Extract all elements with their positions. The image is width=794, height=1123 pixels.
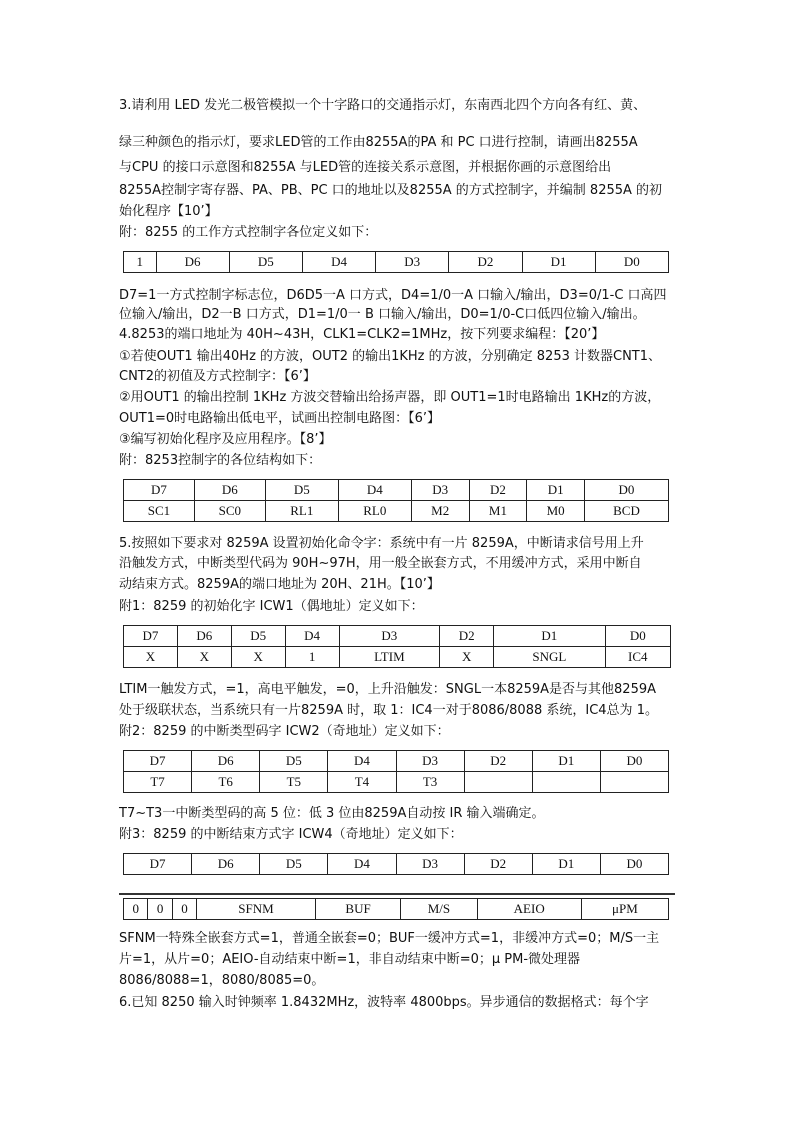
table-cell [464, 772, 532, 793]
text-line: 沿触发方式，中断类型代码为 90H~97H，用一般全嵌套方式，不用缓冲方式，采用中断自 [119, 556, 642, 571]
table-cell: D3 [376, 252, 449, 273]
table-cell: 0 [124, 899, 148, 920]
table-cell: D6 [156, 252, 229, 273]
text-line: 附2：8259 的中断类型码字 ICW2（奇地址）定义如下： [119, 724, 450, 739]
table-cell: X [177, 647, 231, 668]
table-cell: T3 [396, 772, 464, 793]
table-cell: M0 [527, 501, 585, 522]
table-cell: D0 [585, 480, 669, 501]
table-cell: D1 [532, 854, 600, 875]
table-cell: D1 [522, 252, 595, 273]
text-line: ①若使OUT1 输出40Hz 的方波，OUT2 的输出1KHz 的方波，分别确定 8253 计数器CNT1、 [119, 349, 662, 364]
table-cell: SFNM [197, 899, 316, 920]
table-cell: D0 [600, 854, 668, 875]
table-cell: D7 [124, 854, 192, 875]
text-line: T7~T3一中断类型码的高 5 位：低 3 位由8259A自动按 IR 输入端确定。 [119, 806, 545, 821]
table-cell: D4 [328, 854, 396, 875]
table-cell: 0 [148, 899, 172, 920]
text-line: 片=1，从片=0；AEIO-自动结束中断=1，非自动结束中断=0；μ PM-微处理器 [119, 952, 581, 967]
table-cell: D4 [338, 480, 411, 501]
table-icw4-values [123, 898, 669, 920]
table-cell: D4 [285, 626, 339, 647]
table-8253-control-word [123, 479, 669, 522]
table-cell: AEIO [477, 899, 581, 920]
text-line: 4.8253的端口地址为 40H~43H，CLK1=CLK2=1MHz，按下列要求编程：【20’】 [119, 327, 605, 342]
text-line: 5.按照如下要求对 8259A 设置初始化命令字：系统中有一片 8259A，中断请求信号用上升 [119, 536, 644, 551]
text-line: 绿三种颜色的指示灯，要求LED管的工作由8255A的PA 和 PC 口进行控制，请画出8255A [119, 135, 638, 150]
table-cell: M/S [401, 899, 477, 920]
table-cell: 1 [124, 252, 157, 273]
table-icw2 [123, 750, 669, 793]
table-cell: M1 [469, 501, 527, 522]
table-cell: SNGL [494, 647, 605, 668]
table-cell: T5 [260, 772, 328, 793]
text-line: 8086/8088=1，8080/8085=0。 [119, 973, 325, 988]
table-cell: SC0 [194, 501, 265, 522]
table-icw1 [123, 625, 671, 668]
table-cell: BCD [585, 501, 669, 522]
text-line: SFNM一特殊全嵌套方式=1，普通全嵌套=0；BUF一缓冲方式=1，非缓冲方式=0；M/S一主 [119, 931, 660, 946]
text-line: LTIM一触发方式，=1，高电平触发，=0，上升沿触发：SNGL一本8259A是否与其他8259A [119, 682, 657, 697]
table-cell: T6 [192, 772, 260, 793]
table-cell: D2 [464, 751, 532, 772]
table-cell: D1 [494, 626, 605, 647]
table-cell [532, 772, 600, 793]
table-cell: X [231, 647, 285, 668]
table-cell: BUF [315, 899, 401, 920]
table-cell: D2 [469, 480, 527, 501]
table-icw4-header [123, 853, 669, 875]
table-cell: D6 [192, 751, 260, 772]
table-cell: D2 [440, 626, 494, 647]
table-cell: D2 [449, 252, 522, 273]
table-cell: D6 [177, 626, 231, 647]
table-cell: D3 [396, 751, 464, 772]
table-cell: D4 [328, 751, 396, 772]
table-cell: D5 [260, 854, 328, 875]
table-cell: T7 [124, 772, 192, 793]
table-cell: D7 [124, 480, 195, 501]
text-line: 8255A控制字寄存器、PA、PB、PC 口的地址以及8255A 的方式控制字，并编制 8255A 的初 [119, 183, 663, 198]
text-line: 附3：8259 的中断结束方式字 ICW4（奇地址）定义如下： [119, 827, 463, 842]
table-8255-control-word [123, 251, 669, 273]
table-cell: D3 [396, 854, 464, 875]
table-cell: D1 [527, 480, 585, 501]
table-cell: D5 [260, 751, 328, 772]
table-cell: 0 [172, 899, 196, 920]
text-line: D7=1一方式控制字标志位，D6D5一A 口方式，D4=1/0一A 口输入/输出，D3=0/1-C 口高四 [119, 288, 667, 303]
table-cell: D3 [411, 480, 469, 501]
text-line: 处于级联状态，当系统只有一片8259A 时，取 1：IC4一对于8086/8088 系统，IC4总为 1。 [119, 703, 658, 718]
table-cell [600, 772, 668, 793]
table-cell: LTIM [339, 647, 440, 668]
text-line: 附1：8259 的初始化字 ICW1（偶地址）定义如下： [119, 599, 424, 614]
table-cell: M2 [411, 501, 469, 522]
table-cell: D6 [192, 854, 260, 875]
table-cell: D1 [532, 751, 600, 772]
text-line: 附：8255 的工作方式控制字各位定义如下： [119, 225, 378, 240]
text-line: 与CPU 的接口示意图和8255A 与LED管的连接关系示意图，并根据你画的示意图给出 [119, 160, 612, 175]
text-line: 动结束方式。8259A的端口地址为 20H、21H。【10’】 [119, 577, 440, 592]
table-cell: IC4 [605, 647, 670, 668]
text-line: 始化程序【10’】 [119, 204, 218, 219]
text-line: ③编写初始化程序及应用程序。【8’】 [119, 432, 332, 447]
table-cell: D7 [124, 626, 178, 647]
text-line: 6.已知 8250 输入时钟频率 1.8432MHz，波特率 4800bps。异步通信的数据格式：每个字 [119, 995, 649, 1010]
table-cell: 1 [285, 647, 339, 668]
table-cell: RL0 [338, 501, 411, 522]
table-cell: D5 [229, 252, 302, 273]
table-cell: μPM [581, 899, 668, 920]
table-cell: RL1 [265, 501, 338, 522]
table-cell: D3 [339, 626, 440, 647]
text-line: 3.请利用 LED 发光二极管模拟一个十字路口的交通指示灯，东南西北四个方向各有红、黄、 [119, 98, 647, 113]
table-cell: D6 [194, 480, 265, 501]
divider [119, 893, 675, 895]
text-line: ②用OUT1 的输出控制 1KHz 方波交替输出给扬声器，即 OUT1=1时电路输出 1KHz的方波， [119, 390, 661, 405]
table-cell: D0 [600, 751, 668, 772]
table-cell: D2 [464, 854, 532, 875]
table-cell: D7 [124, 751, 192, 772]
table-cell: D5 [231, 626, 285, 647]
table-cell: D0 [595, 252, 668, 273]
table-cell: D0 [605, 626, 670, 647]
table-cell: D5 [265, 480, 338, 501]
text-line: 位输入/输出，D2一B 口方式，D1=1/0一 B 口输入/输出，D0=1/0-C口低四位输入/输出。 [119, 307, 646, 322]
table-cell: X [124, 647, 178, 668]
text-line: CNT2的初值及方式控制字：【6’】 [119, 369, 316, 384]
text-line: OUT1=0时电路输出低电平，试画出控制电路图：【6’】 [119, 411, 441, 426]
table-cell: X [440, 647, 494, 668]
table-cell: T4 [328, 772, 396, 793]
table-cell: SC1 [124, 501, 195, 522]
text-line: 附：8253控制字的各位结构如下： [119, 453, 322, 468]
table-cell: D4 [302, 252, 375, 273]
